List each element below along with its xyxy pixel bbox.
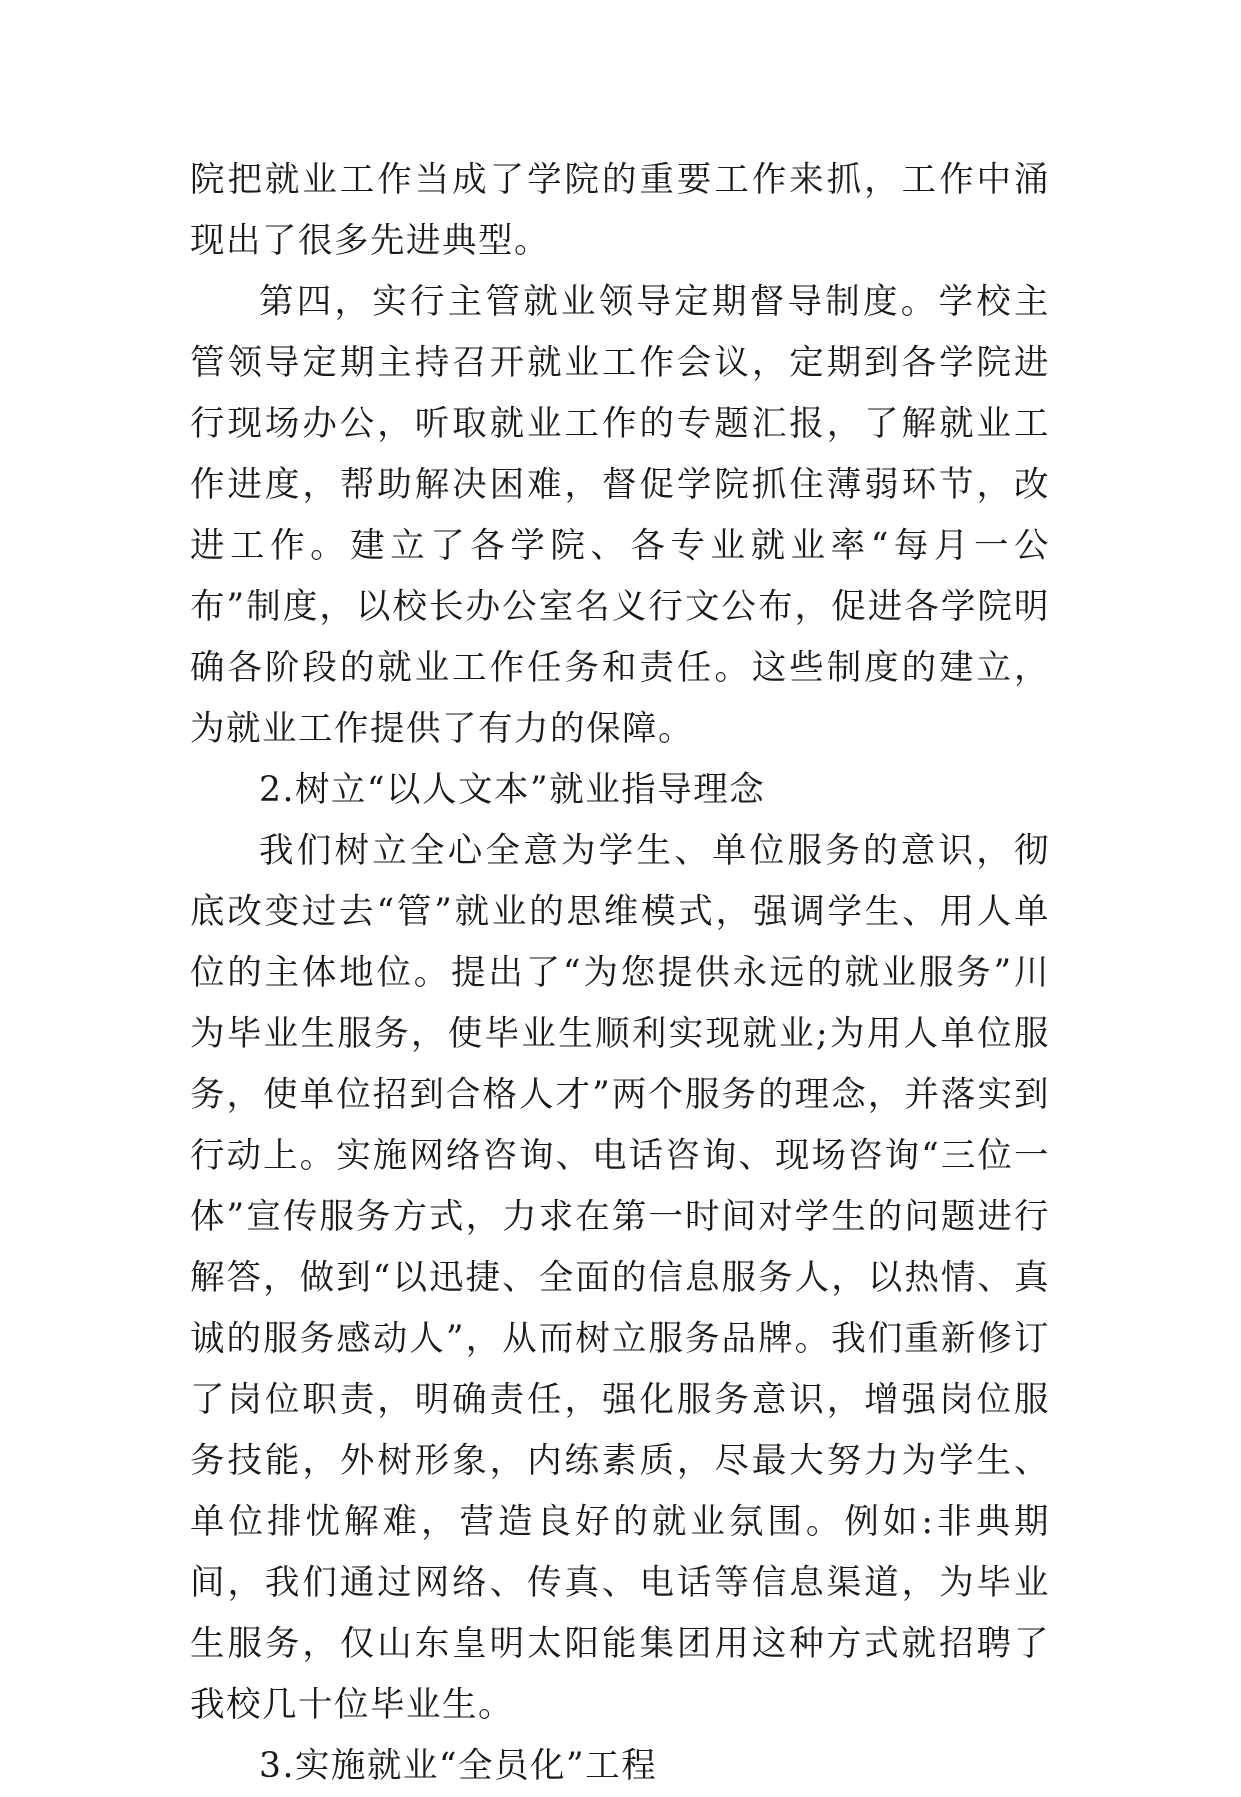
section-heading-3: 3.实施就业“全员化”工程 bbox=[259, 1746, 658, 1786]
paragraph-supervision-system: 第四，实行主管就业领导定期督导制度。学校主管领导定期主持召开就业工作会议，定期到各学院进行现场办公，听取就业工作的专题汇报，了解就业工作进度，帮助解决困难，督促学院抓住薄弱环节，改进工作。建立了各学院、各专业就业率“每月一公布”制度，以校长办公室名义行文公布，促进各学院明确各阶段的就业工作任务和责任。这些制度的建立，为就业工作提供了有力的保障。 bbox=[190, 282, 1050, 749]
document-page bbox=[190, 150, 1050, 1797]
paragraph-service-philosophy: 我们树立全心全意为学生、单位服务的意识，彻底改变过去“管”就业的思维模式，强调学生、用人单位的主体地位。提出了“为您提供永远的就业服务”川为毕业生服务，使毕业生顺利实现就业;为用人单位服务，使单位招到合格人才”两个服务的理念，并落实到行动上。实施网络咨询、电话咨询、现场咨询“三位一体”宣传服务方式，力求在第一时间对学生的问题进行解答，做到“以迅捷、全面的信息服务人，以热情、真诚的服务感动人”，从而树立服务品牌。我们重新修订了岗位职责，明确责任，强化服务意识，增强岗位服务技能，外树形象，内练素质，尽最大努力为学生、单位排忧解难，营造良好的就业氛围。例如:非典期间，我们通过网络、传真、电话等信息渠道，为毕业生服务，仅山东皇明太阳能集团用这种方式就招聘了我校几十位毕业生。 bbox=[190, 831, 1050, 1725]
paragraph-continuation: 院把就业工作当成了学院的重要工作来抓，工作中涌现出了很多先进典型。 bbox=[190, 160, 1050, 261]
section-heading-2: 2.树立“以人文本”就业指导理念 bbox=[259, 770, 766, 810]
